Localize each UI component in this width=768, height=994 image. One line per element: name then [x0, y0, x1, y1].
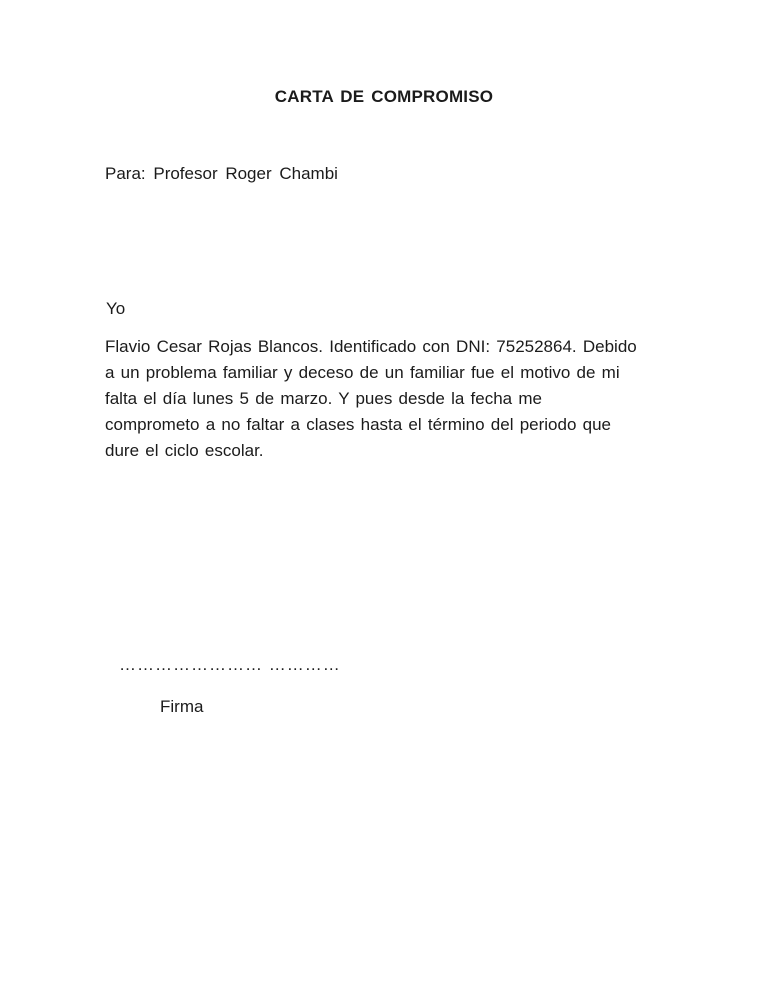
- body-line: comprometo a no faltar a clases hasta el término del periodo que: [105, 415, 611, 434]
- salutation-text: Yo: [106, 299, 126, 318]
- recipient-line: Para: Profesor Roger Chambi: [105, 164, 338, 183]
- signature-dotted-line: …………………… …………: [119, 655, 341, 674]
- body-paragraph: [105, 334, 685, 464]
- body-line: Flavio Cesar Rojas Blancos. Identificado con DNI: 75252864. Debido: [105, 337, 637, 356]
- body-line: dure el ciclo escolar.: [105, 441, 264, 460]
- signature-label: Firma: [160, 697, 204, 716]
- body-line: a un problema familiar y deceso de un familiar fue el motivo de mi: [105, 363, 620, 382]
- document-title: CARTA DE COMPROMISO: [274, 87, 494, 106]
- body-line: falta el día lunes 5 de marzo. Y pues desde la fecha me: [105, 389, 542, 408]
